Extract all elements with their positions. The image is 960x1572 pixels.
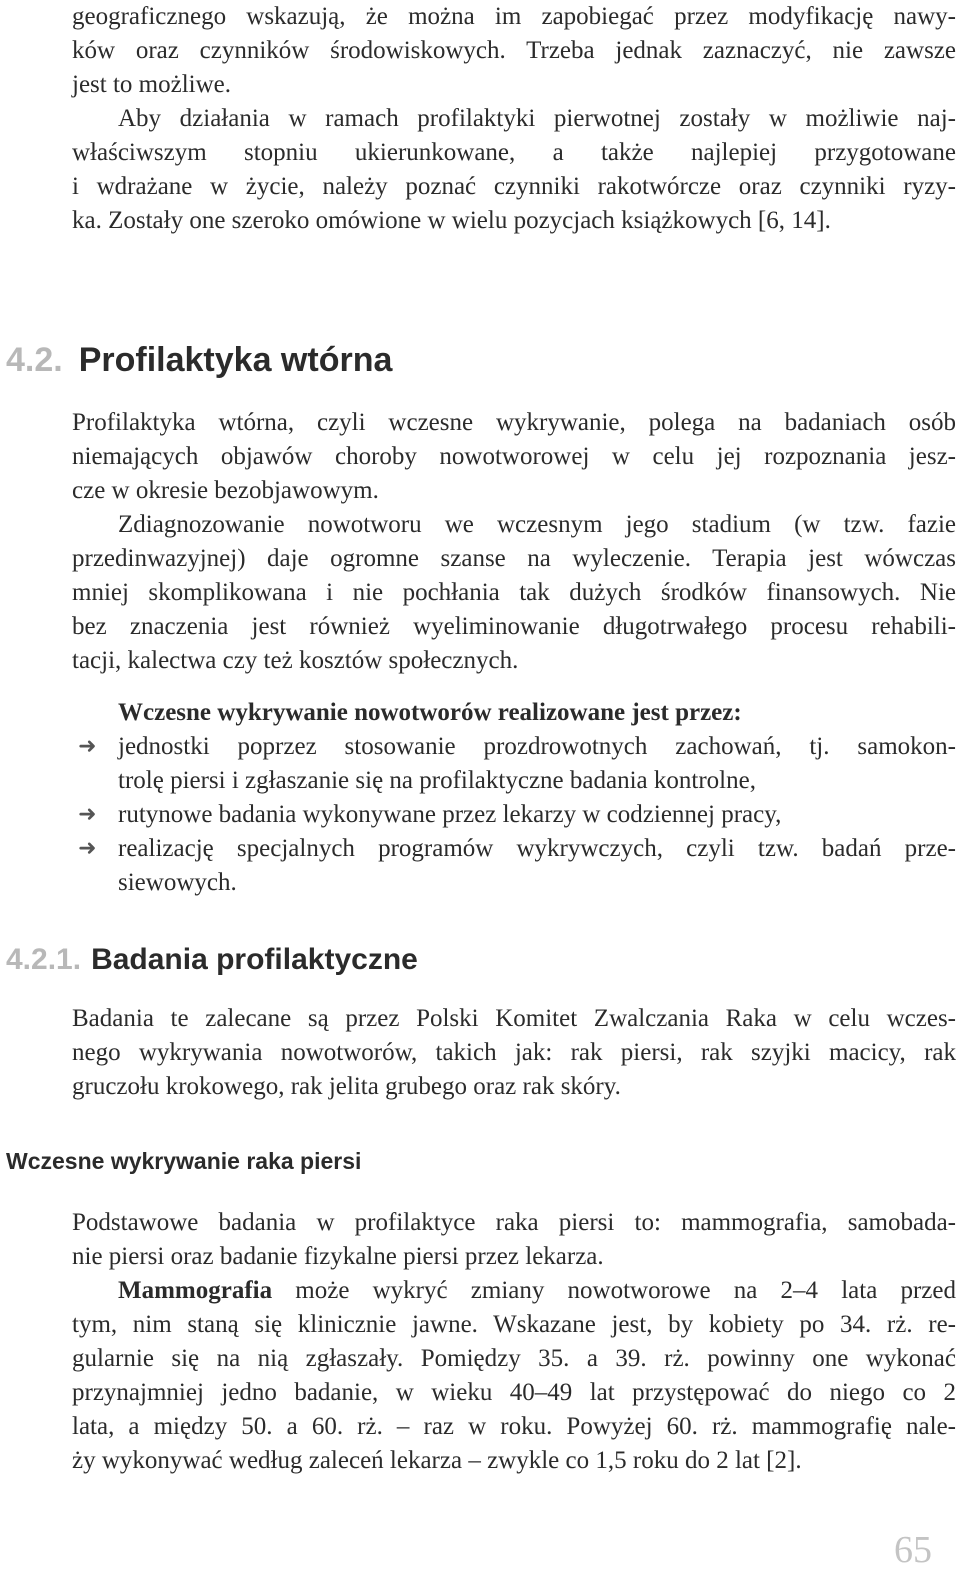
text-line: Badania te zalecane są przez Polski Komitet Zwalczania Raka w celu wczes- — [72, 1005, 956, 1032]
text-line: gruczołu krokowego, rak jelita grubego oraz rak skóry. — [72, 1073, 621, 1100]
text-line: tym, nim staną się klinicznie jawne. Wskazane jest, by kobiety po 34. rż. re- — [72, 1311, 956, 1338]
subsection-title: Badania profilaktyczne — [91, 943, 418, 976]
text-line: właściwszym stopniu ukierunkowane, a także najlepiej przygotowane — [72, 139, 956, 166]
text-line: gularnie się na nią zgłaszały. Pomiędzy 35. a 39. rż. powinny one wykonać — [72, 1345, 956, 1372]
lead-term: Mammografia — [118, 1277, 273, 1304]
text-line: Podstawowe badania w profilaktyce raka piersi to: mammografia, samobada- — [72, 1209, 956, 1236]
list-heading: Wczesne wykrywanie nowotworów realizowane jest przez: — [118, 699, 742, 726]
text-line: geograficznego wskazują, że można im zapobiegać przez modyfikację nawy- — [72, 3, 956, 30]
list-item: siewowych. — [118, 869, 237, 896]
section-heading — [6, 338, 392, 382]
list-item: jednostki poprzez stosowanie prozdrowotnych zachowań, tj. samokon- — [118, 733, 956, 760]
text-line: ka. Zostały one szeroko omówione w wielu pozycjach książkowych [6, 14]. — [72, 207, 831, 234]
text-line: Zdiagnozowanie nowotworu we wczesnym jego stadium (w tzw. fazie — [118, 511, 956, 538]
text-line: bez znaczenia jest również wyeliminowanie długotrwałego procesu rehabili- — [72, 613, 956, 640]
list-item: realizację specjalnych programów wykrywczych, czyli tzw. badań prze- — [118, 835, 956, 862]
subsection-number: 4.2.1. — [6, 943, 82, 976]
section-number: 4.2. — [6, 341, 63, 379]
text-line — [118, 1274, 956, 1308]
page-number: 65 — [894, 1529, 932, 1571]
text-line: Aby działania w ramach profilaktyki pierwotnej zostały w możliwie naj- — [118, 105, 956, 132]
arrow-right-icon: ➜ — [78, 734, 97, 759]
section-title: Profilaktyka wtórna — [78, 341, 393, 379]
list-item: rutynowe badania wykonywane przez lekarzy w codziennej pracy, — [118, 801, 782, 828]
text-run: może wykryć zmiany nowotworowe na 2–4 lata przed — [272, 1277, 956, 1304]
text-line: ków oraz czynników środowiskowych. Trzeba jednak zaznaczyć, nie zawsze — [72, 37, 956, 64]
text-line: niemających objawów choroby nowotworowej w celu jej rozpoznania jesz- — [72, 443, 956, 470]
text-line: Profilaktyka wtórna, czyli wczesne wykrywanie, polega na badaniach osób — [72, 409, 956, 436]
text-line: ży wykonywać według zaleceń lekarza – zwykle co 1,5 roku do 2 lat [2]. — [72, 1447, 802, 1474]
subsection-heading — [6, 940, 418, 980]
text-line: przedinwazyjnej) daje ogromne szanse na wyleczenie. Terapia jest wówczas — [72, 545, 956, 572]
text-line: lata, a między 50. a 60. rż. – raz w roku. Powyżej 60. rż. mammografię nale- — [72, 1413, 956, 1440]
text-line: nego wykrywania nowotworów, takich jak: rak piersi, rak szyjki macicy, rak — [72, 1039, 956, 1066]
text-line: przynajmniej jedno badanie, w wieku 40–49 lat przystępować do niego co 2 — [72, 1379, 956, 1406]
text-line: tacji, kalectwa czy też kosztów społecznych. — [72, 647, 519, 674]
text-line: i wdrażane w życie, należy poznać czynniki rakotwórcze oraz czynniki ryzy- — [72, 173, 956, 200]
list-item: trolę piersi i zgłaszanie się na profilaktyczne badania kontrolne, — [118, 767, 756, 794]
text-line: jest to możliwe. — [72, 71, 231, 98]
arrow-right-icon: ➜ — [78, 802, 97, 827]
text-line: cze w okresie bezobjawowym. — [72, 477, 379, 504]
text-line: mniej skomplikowana i nie pochłania tak dużych środków finansowych. Nie — [72, 579, 956, 606]
topic-heading: Wczesne wykrywanie raka piersi — [6, 1148, 362, 1174]
arrow-right-icon: ➜ — [78, 836, 97, 861]
text-line: nie piersi oraz badanie fizykalne piersi przez lekarza. — [72, 1243, 604, 1270]
